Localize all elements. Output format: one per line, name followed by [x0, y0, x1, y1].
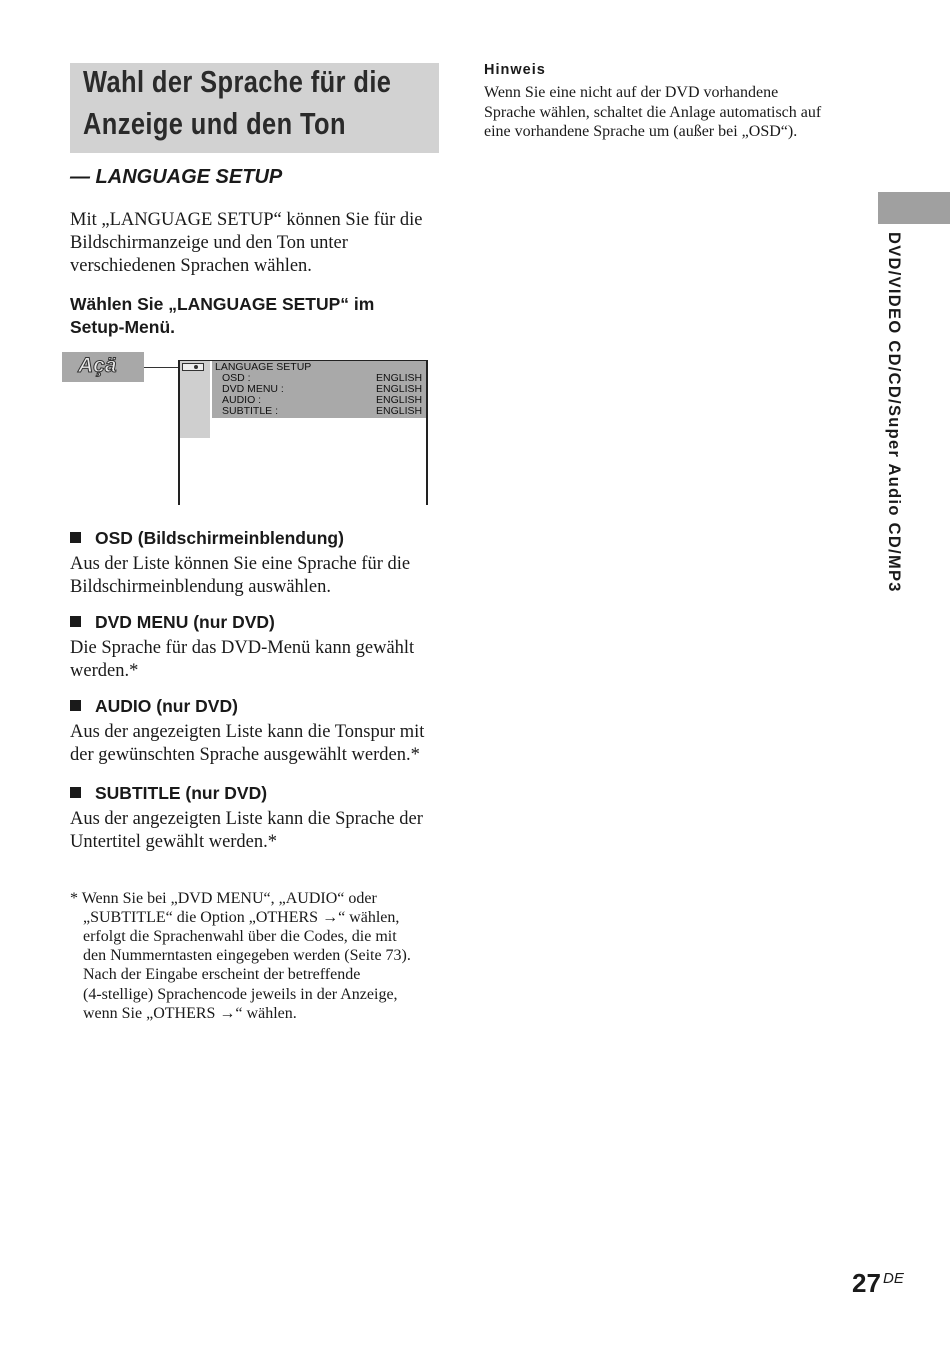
footnote-line: (4-stellige) Sprachencode jeweils in der Anzeige,: [83, 986, 398, 1003]
bullet-square-icon: [70, 787, 81, 798]
screen-sidebar: [180, 361, 210, 438]
icon-pointer-line: [144, 367, 179, 368]
note-line: eine vorhandene Sprache um (außer bei „OSD“).: [484, 123, 798, 140]
screen-row-value: ENGLISH: [376, 372, 423, 384]
footnote-line: Nach der Eingabe erscheint der betreffende: [83, 966, 361, 983]
chapter-tab: [878, 192, 950, 224]
page-title-line-1: Wahl der Sprache für die: [83, 64, 392, 99]
instruction-line-1: Wählen Sie „LANGUAGE SETUP“ im: [70, 294, 375, 314]
section-heading-dvd-menu: DVD MENU (nur DVD): [70, 612, 275, 633]
language-icon-label: Açä: [78, 354, 117, 377]
footnote-line: erfolgt die Sprachenwahl über die Codes, die mit: [83, 928, 397, 945]
screen-row-value: ENGLISH: [376, 405, 423, 417]
screen-row-label: AUDIO :: [222, 394, 262, 406]
note-heading: Hinweis: [484, 62, 546, 78]
section-heading-subtitle: SUBTITLE (nur DVD): [70, 783, 267, 804]
note-body: [484, 83, 821, 142]
footnote-line: den Nummerntasten eingegeben werden (Seite 73).: [83, 947, 411, 964]
section-text: Aus der angezeigten Liste kann die Sprache der: [70, 809, 423, 829]
page-number-suffix: DE: [883, 1270, 904, 1287]
footnote-line: * Wenn Sie bei „DVD MENU“, „AUDIO“ oder: [70, 890, 377, 907]
section-text: Aus der angezeigten Liste kann die Tonspur mit: [70, 722, 425, 742]
screen-row-value: ENGLISH: [376, 394, 423, 406]
bullet-square-icon: [70, 532, 81, 543]
intro-line-3: verschiedenen Sprachen wählen.: [70, 256, 312, 276]
section-text: Bildschirmeinblendung auswählen.: [70, 577, 332, 597]
instruction-line-2: Setup-Menü.: [70, 317, 175, 337]
footnote-line: „SUBTITLE“ die Option „OTHERS →“ wählen,: [83, 909, 400, 926]
page-title-line-2: Anzeige und den Ton: [83, 106, 346, 141]
section-subtitle: — LANGUAGE SETUP: [70, 166, 283, 188]
screen-header: LANGUAGE SETUP: [215, 361, 312, 373]
intro-line-2: Bildschirmanzeige und den Ton unter: [70, 233, 348, 253]
section-text: Die Sprache für das DVD-Menü kann gewählt: [70, 638, 415, 658]
footnote-line: wenn Sie „OTHERS →“ wählen.: [83, 1005, 297, 1022]
section-heading-audio: AUDIO (nur DVD): [70, 696, 238, 717]
bullet-square-icon: [70, 616, 81, 627]
note-line: Sprache wählen, schaltet die Anlage automatisch auf: [484, 103, 822, 121]
screen-row-value: ENGLISH: [376, 383, 423, 395]
bullet-square-icon: [70, 700, 81, 711]
section-text: werden.*: [70, 661, 139, 681]
section-text: Aus der Liste können Sie eine Sprache für die: [70, 554, 411, 574]
section-text: Untertitel gewählt werden.*: [70, 832, 278, 852]
page-number: 27: [852, 1268, 881, 1298]
section-heading-osd: OSD (Bildschirmeinblendung): [70, 528, 344, 549]
screen-row-label: SUBTITLE :: [222, 405, 279, 417]
chapter-side-label: DVD/VIDEO CD/CD/Super Audio CD/MP3: [885, 232, 903, 593]
screen-tab-icon: [182, 363, 204, 371]
section-text: der gewünschten Sprache ausgewählt werden.*: [70, 745, 420, 765]
language-setup-icon: [62, 352, 144, 382]
intro-line-1: Mit „LANGUAGE SETUP“ können Sie für die: [70, 210, 423, 230]
screen-row-label: DVD MENU :: [222, 383, 284, 395]
note-line: Wenn Sie eine nicht auf der DVD vorhandene: [484, 84, 779, 101]
screen-row-label: OSD :: [222, 372, 251, 384]
